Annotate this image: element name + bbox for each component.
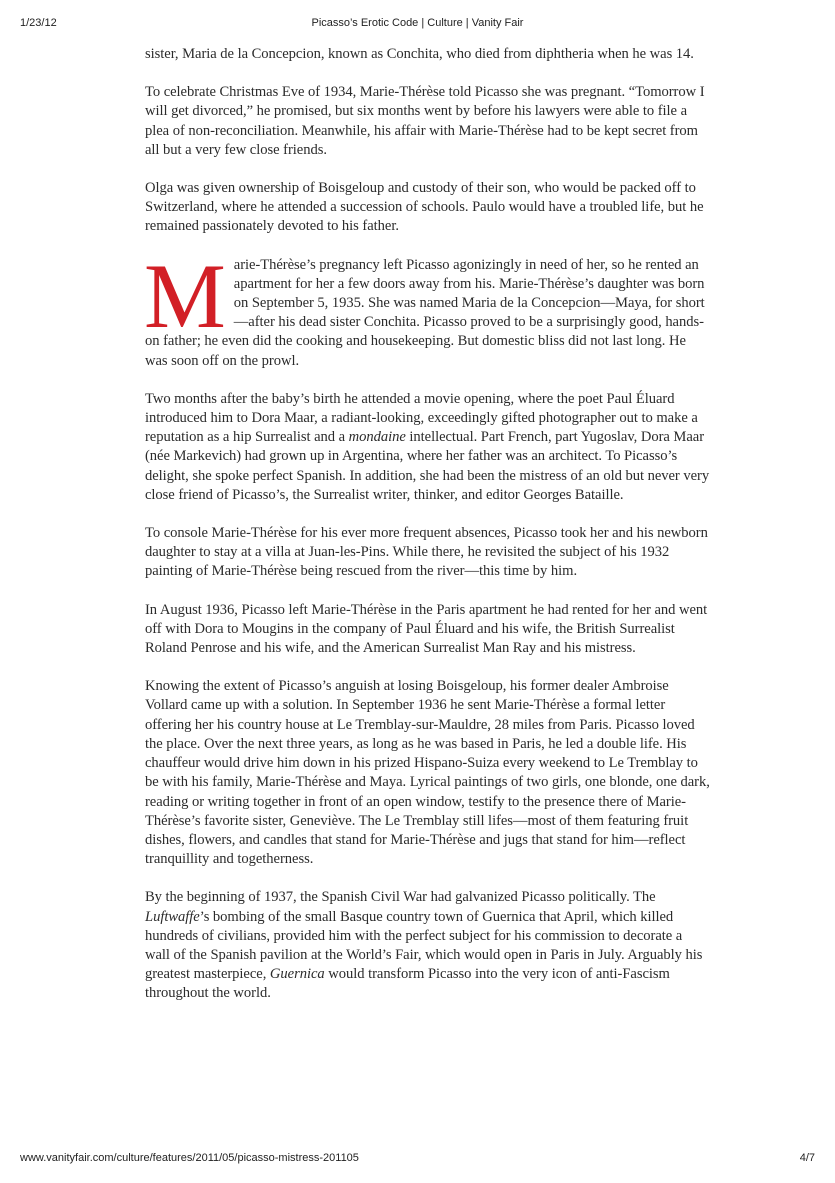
drop-cap-letter: M [144, 244, 226, 347]
page-url: www.vanityfair.com/culture/features/2011/05/picasso-mistress-201105 [20, 1152, 359, 1164]
paragraph-9-text-a: By the beginning of 1937, the Spanish Civil War had galvanized Picasso politically. The [145, 889, 656, 906]
paragraph-5 [145, 390, 710, 505]
italic-mondaine: mondaine [348, 429, 406, 446]
paragraph-5-text-b: intellectual. Part French, part Yugoslav, Dora Maar (née Markevich) had grown up in Argentina, where her father was an architect. To Picasso’s delight, she spoke perfect Spanish. In addition, she had been the mistress of an old but never very close friend of Picasso’s, the Surrealist writer, thinker, and editor Georges Bataille. [145, 429, 710, 503]
page-number: 4/7 [799, 1152, 815, 1164]
paragraph-9 [145, 888, 710, 1003]
paragraph-4-text: arie-Thérèse’s pregnancy left Picasso agonizingly in need of her, so he rented an apartment for her a few doors away from his. Marie-Thérèse’s daughter was born on September 5, 1935. She was named Maria de la Concepcion—Maya, for short—after his dead sister Conchita. Picasso proved to be a surprisingly good, hands-on father; he even did the cooking and housekeeping. But domestic bliss did not last long. He was soon off on the prowl. [145, 256, 705, 369]
paragraph-9-text-c: would transform Picasso into the very icon of anti-Fascism throughout the world. [145, 966, 670, 1002]
paragraph-8: Knowing the extent of Picasso’s anguish at losing Boisgeloup, his former dealer Ambroise Vollard came up with a solution. In September 1936 he sent Marie-Thérèse a formal letter offering her his country house at Le Tremblay-sur-Mauldre, 28 miles from Paris. Picasso loved the place. Over the next three years, as long as he was based in Paris, he led a double life. His chauffeur would drive him down in his prized Hispano-Suiza every weekend to Le Tremblay to be with his family, Marie-Thérèse and Maya. Lyrical paintings of two girls, one blonde, one dark, reading or writing together in front of an open window, testify to the presence there of Marie-Thérèse’s favorite sister, Geneviève. The Le Tremblay still lifes—most of them featuring fruit dishes, flowers, and candles that stand for Marie-Thérèse and jugs that stand for him—reflect tranquillity and togetherness. [145, 678, 710, 868]
paragraph-6: To console Marie-Thérèse for his ever more frequent absences, Picasso took her and his newborn daughter to stay at a villa at Juan-les-Pins. While there, he revisited the subject of his 1932 painting of Marie-Thérèse being rescued from the river—this time by him. [145, 525, 708, 580]
print-date: 1/23/12 [20, 17, 57, 29]
paragraph-2: To celebrate Christmas Eve of 1934, Marie-Thérèse told Picasso she was pregnant. “Tomorrow I will get divorced,” he promised, but six months went by before his lawyers were able to file a plea of non-reconciliation. Meanwhile, his affair with Marie-Thérèse had to be kept secret from all but a very few close friends. [145, 84, 705, 158]
paragraph-5-text-a: Two months after the baby’s birth he attended a movie opening, where the poet Paul Éluard introduced him to Dora Maar, a radiant-looking, exceedingly gifted photographer out to make a reputation as a hip Surrealist and a [145, 390, 698, 446]
paragraph-9-text-b: ’s bombing of the small Basque country town of Guernica that April, which killed hundreds of civilians, provided him with the perfect subject for his commission to decorate a wall of the Spanish pavilion at the World’s Fair, which would open in Paris in July. Arguably his greatest masterpiece, [145, 908, 703, 983]
paragraph-1: sister, Maria de la Concepcion, known as Conchita, who died from diphtheria when he was 14. [145, 46, 694, 62]
paragraph-4 [144, 244, 710, 371]
italic-guernica: Guernica [269, 966, 325, 983]
page-title: Picasso’s Erotic Code | Culture | Vanity Fair [311, 17, 524, 29]
paragraph-7: In August 1936, Picasso left Marie-Thérèse in the Paris apartment he had rented for her and went off with Dora to Mougins in the company of Paul Éluard and his wife, the British Surrealist Roland Penrose and his wife, and the American Surrealist Man Ray and his mistress. [145, 601, 708, 657]
paragraph-3: Olga was given ownership of Boisgeloup and custody of their son, who would be packed off to Switzerland, where he attended a succession of schools. Paulo would have a troubled life, but he remained passionately devoted to his father. [145, 180, 704, 235]
article-body [145, 45, 710, 1023]
italic-luftwaffe: Luftwaffe [145, 908, 200, 925]
